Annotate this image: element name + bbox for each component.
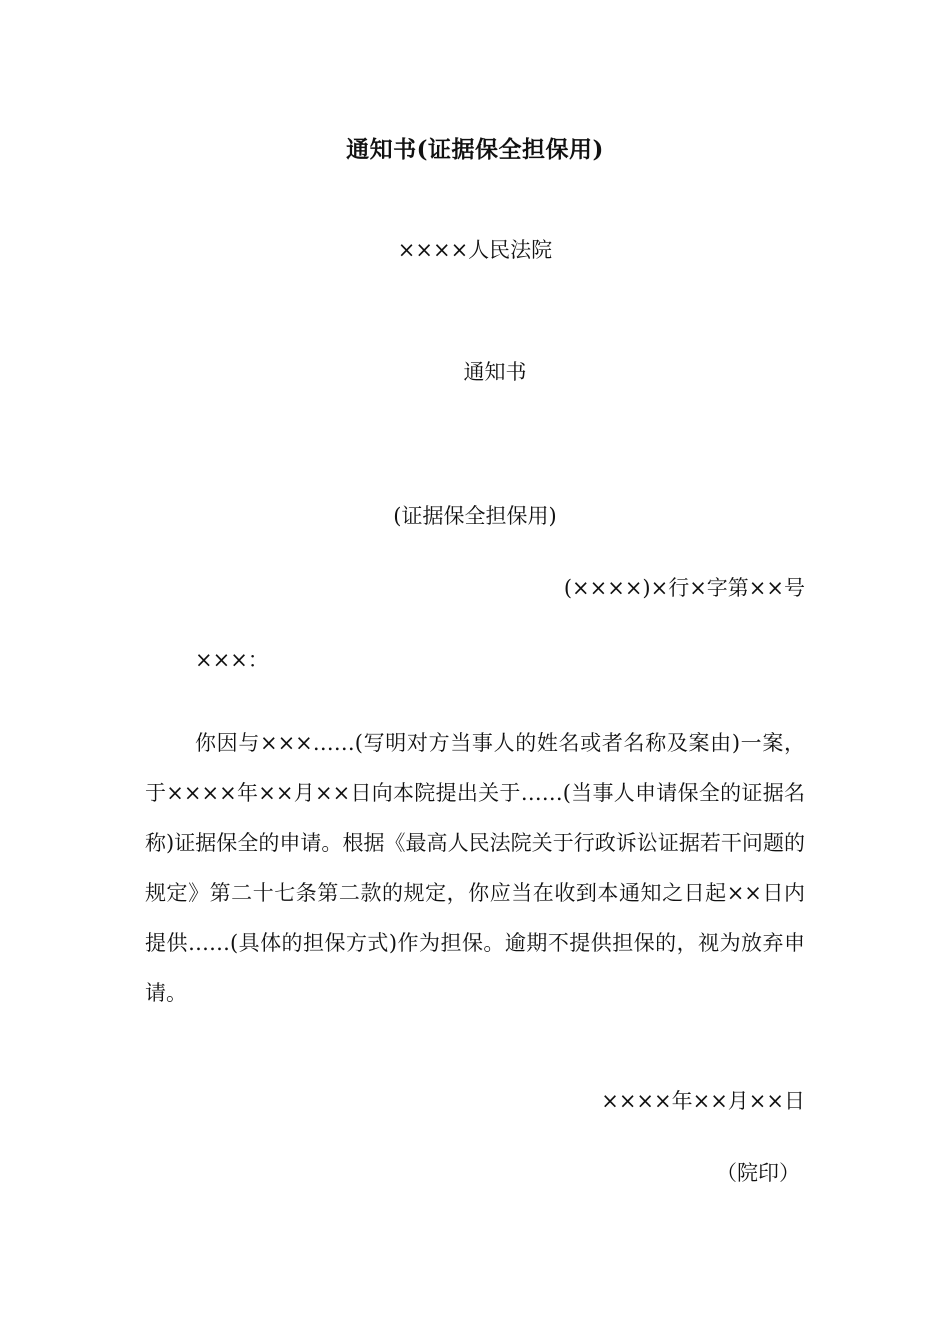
addressee: ×××： [195,648,269,672]
notice-label: 通知书 [463,360,527,384]
document-title: 通知书(证据保全担保用) [346,136,604,163]
court-seal-note: （院印） [716,1161,800,1185]
case-number: (××××)×行×字第××号 [563,576,805,600]
notice-body: 你因与×××……(写明对方当事人的姓名或者名称及案由)一案，于××××年××月××日向本院提出关于……(当事人申请保全的证据名称)证据保全的申请。根据《最高人民法院关于行政诉讼证据若干问题的规定》第二十七条第二款的规定，你应当在收到本通知之日起××日内提供……(具体的担保方式)作为担保。逾期不提供担保的，视为放弃申请。 [145,731,805,1005]
document-subtitle: (证据保全担保用) [393,504,557,528]
court-name: ××××人民法院 [397,238,553,262]
issue-date: ××××年××月××日 [601,1089,805,1113]
